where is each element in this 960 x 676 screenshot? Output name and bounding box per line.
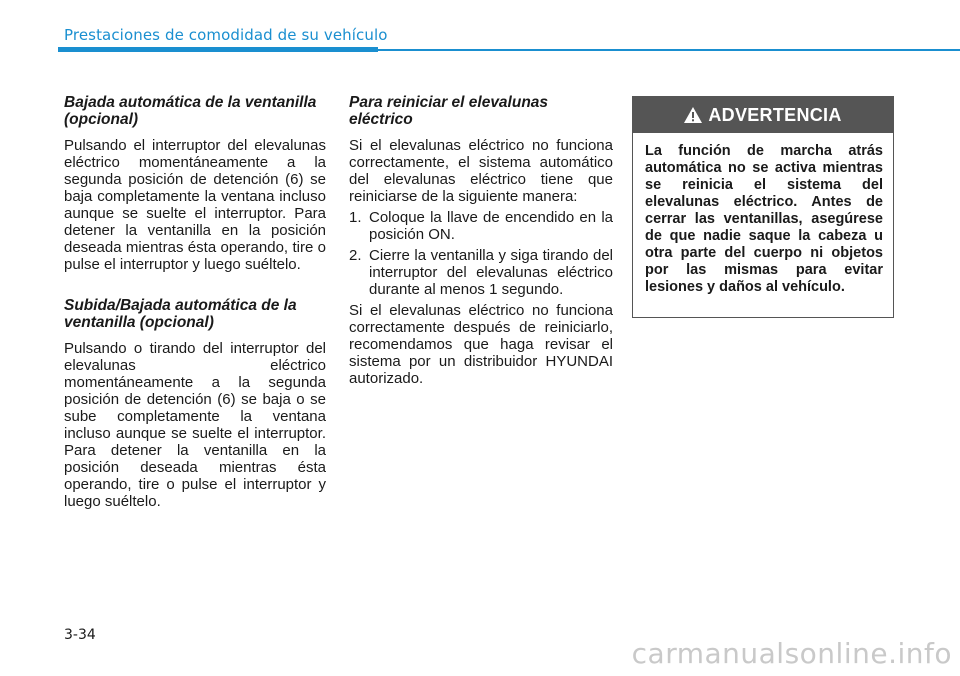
step-number: 1. — [349, 209, 362, 226]
section-title: Prestaciones de comodidad de su vehículo — [64, 26, 388, 44]
header-tab-bar — [58, 47, 378, 52]
paragraph-auto-up-down: Pulsando o tirando del interruptor del elevalunas eléctrico momentáneamente a la segunda posición de detención (6) se baja o se sube completamente la ventana incluso aunque se suelte el interruptor. Para detener la ventanilla en la posición deseada mientras ésta operando, tire o pulse el interruptor y luego suéltelo. — [64, 340, 326, 510]
middle-column — [349, 94, 613, 387]
step-text: Cierre la ventanilla y siga tirando del interruptor del elevalunas eléctrico durante al menos 1 segundo. — [369, 247, 613, 298]
paragraph-reset-intro: Si el elevalunas eléctrico no funciona correctamente, el sistema automático del elevalunas eléctrico tiene que reiniciarse de la siguiente manera: — [349, 137, 613, 205]
step-text: Coloque la llave de encendido en la posición ON. — [369, 209, 613, 243]
list-item — [349, 247, 613, 298]
list-item — [349, 209, 613, 243]
left-column — [64, 94, 326, 510]
warning-title: ADVERTENCIA — [708, 104, 842, 125]
reset-steps-list — [349, 209, 613, 298]
warning-triangle-icon — [684, 107, 702, 123]
heading-auto-down: Bajada automática de la ventanilla (opcional) — [64, 94, 317, 128]
paragraph-reset-note: Si el elevalunas eléctrico no funciona correctamente después de reiniciarlo, recomendamos que haga revisar el sistema por un distribuidor HYUNDAI autorizado. — [349, 302, 613, 387]
warning-box — [632, 96, 894, 318]
heading-reset: Para reiniciar el elevalunas eléctrico — [349, 94, 549, 128]
warning-header — [633, 97, 893, 133]
page-number: 3-34 — [64, 627, 96, 643]
watermark: carmanualsonline.info — [631, 637, 952, 670]
warning-text: La función de marcha atrás automática no se activa mientras se reinicia el sistema del elevalunas eléctrico. Antes de cerrar las ventanillas, asegúrese de que nadie saque la cabeza u otra parte del cuerpo ni objetos por las mismas para evitar lesiones y daños al vehículo. — [645, 143, 883, 295]
step-number: 2. — [349, 247, 362, 264]
paragraph-auto-down: Pulsando el interruptor del elevalunas eléctrico momentáneamente a la segunda posición de detención (6) se baja completamente la ventana incluso aunque se suelte el interruptor. Para detener la ventanilla en la posición deseada mientras ésta operando, tire o pulse el interruptor y luego suéltelo. — [64, 137, 326, 273]
header-rule — [378, 49, 960, 51]
heading-auto-up-down: Subida/Bajada automática de la ventanilla (opcional) — [64, 297, 297, 331]
